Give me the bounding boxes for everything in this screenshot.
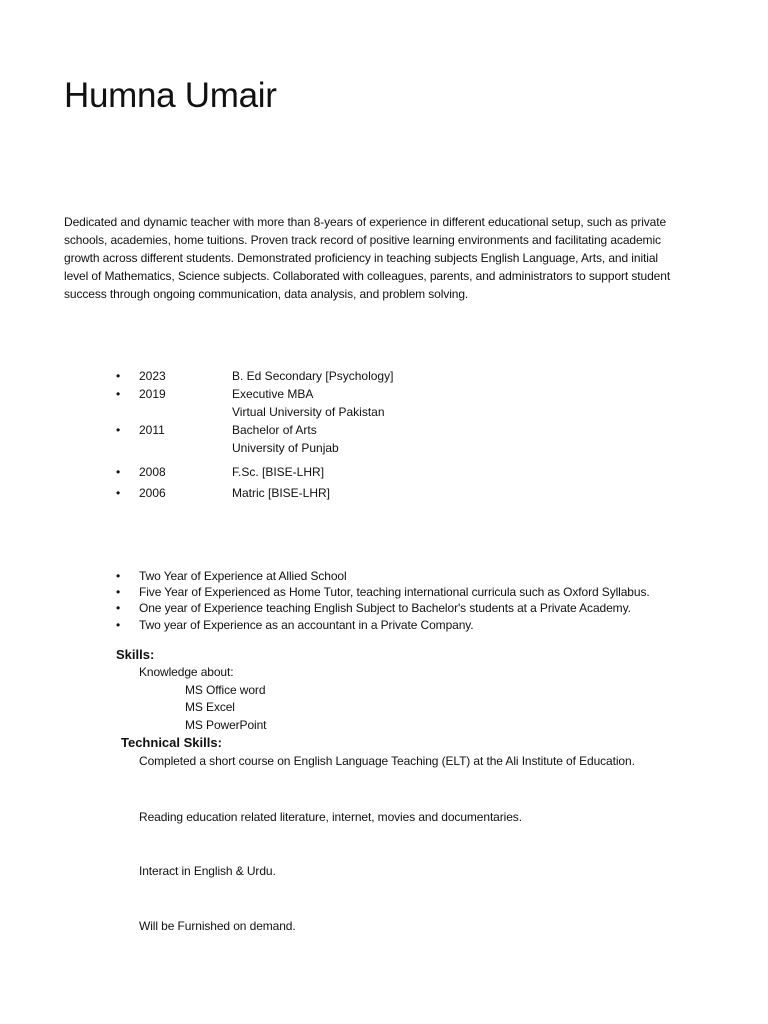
- bullet-icon: •: [116, 423, 121, 437]
- education-year: 2011: [139, 423, 165, 437]
- experience-item: One year of Experience teaching English Subject to Bachelor's students at a Private Academy.: [139, 601, 631, 615]
- bullet-icon: •: [116, 569, 121, 583]
- education-degree: Matric [BISE-LHR]: [232, 486, 331, 500]
- education-year: 2019: [139, 387, 166, 401]
- education-degree: Bachelor of Arts: [232, 423, 317, 437]
- skills-intro: Knowledge about:: [139, 665, 234, 679]
- education-degree: Executive MBA: [232, 387, 314, 401]
- bullet-icon: •: [116, 486, 121, 500]
- skill-item: MS Office word: [185, 683, 266, 697]
- technical-skills-text: Completed a short course on English Language Teaching (ELT) at the Ali Institute of Education.: [139, 754, 635, 768]
- profile-summary: Dedicated and dynamic teacher with more than 8-years of experience in different educational setup, such as private schools, academies, home tuitions. Proven track record of positive learning environments and facilitating academic growth across different students. Demonstrated proficiency in teaching subjects English Language, Arts, and initial level of Mathematics, Science subjects. Collaborated with colleagues, parents, and administrators to support student success through ongoing communication, data analysis, and problem solving.: [64, 215, 671, 301]
- technical-skills-heading: Technical Skills:: [121, 735, 222, 750]
- bullet-icon: •: [116, 465, 121, 479]
- experience-item: Two Year of Experience at Allied School: [139, 569, 347, 583]
- bullet-icon: •: [116, 601, 121, 615]
- bullet-icon: •: [116, 585, 121, 599]
- languages-text: Interact in English & Urdu.: [139, 864, 276, 878]
- skill-item: MS Excel: [185, 700, 235, 714]
- skills-heading: Skills:: [116, 647, 155, 662]
- education-institution: Virtual University of Pakistan: [232, 405, 385, 419]
- education-year: 2008: [139, 465, 166, 479]
- education-institution: University of Punjab: [232, 441, 339, 455]
- education-year: 2023: [139, 369, 166, 383]
- experience-item: Two year of Experience as an accountant in a Private Company.: [139, 618, 474, 632]
- education-degree: B. Ed Secondary [Psychology]: [232, 369, 394, 383]
- experience-item: Five Year of Experienced as Home Tutor, teaching international curricula such as Oxford Syllabus.: [139, 585, 650, 599]
- references-text: Will be Furnished on demand.: [139, 919, 296, 933]
- bullet-icon: •: [116, 387, 121, 401]
- education-year: 2006: [139, 486, 166, 500]
- interests-text: Reading education related literature, internet, movies and documentaries.: [139, 810, 522, 824]
- bullet-icon: •: [116, 618, 121, 632]
- skill-item: MS PowerPoint: [185, 718, 267, 732]
- education-degree: F.Sc. [BISE-LHR]: [232, 465, 325, 479]
- bullet-icon: •: [116, 369, 121, 383]
- candidate-name: Humna Umair: [64, 76, 277, 115]
